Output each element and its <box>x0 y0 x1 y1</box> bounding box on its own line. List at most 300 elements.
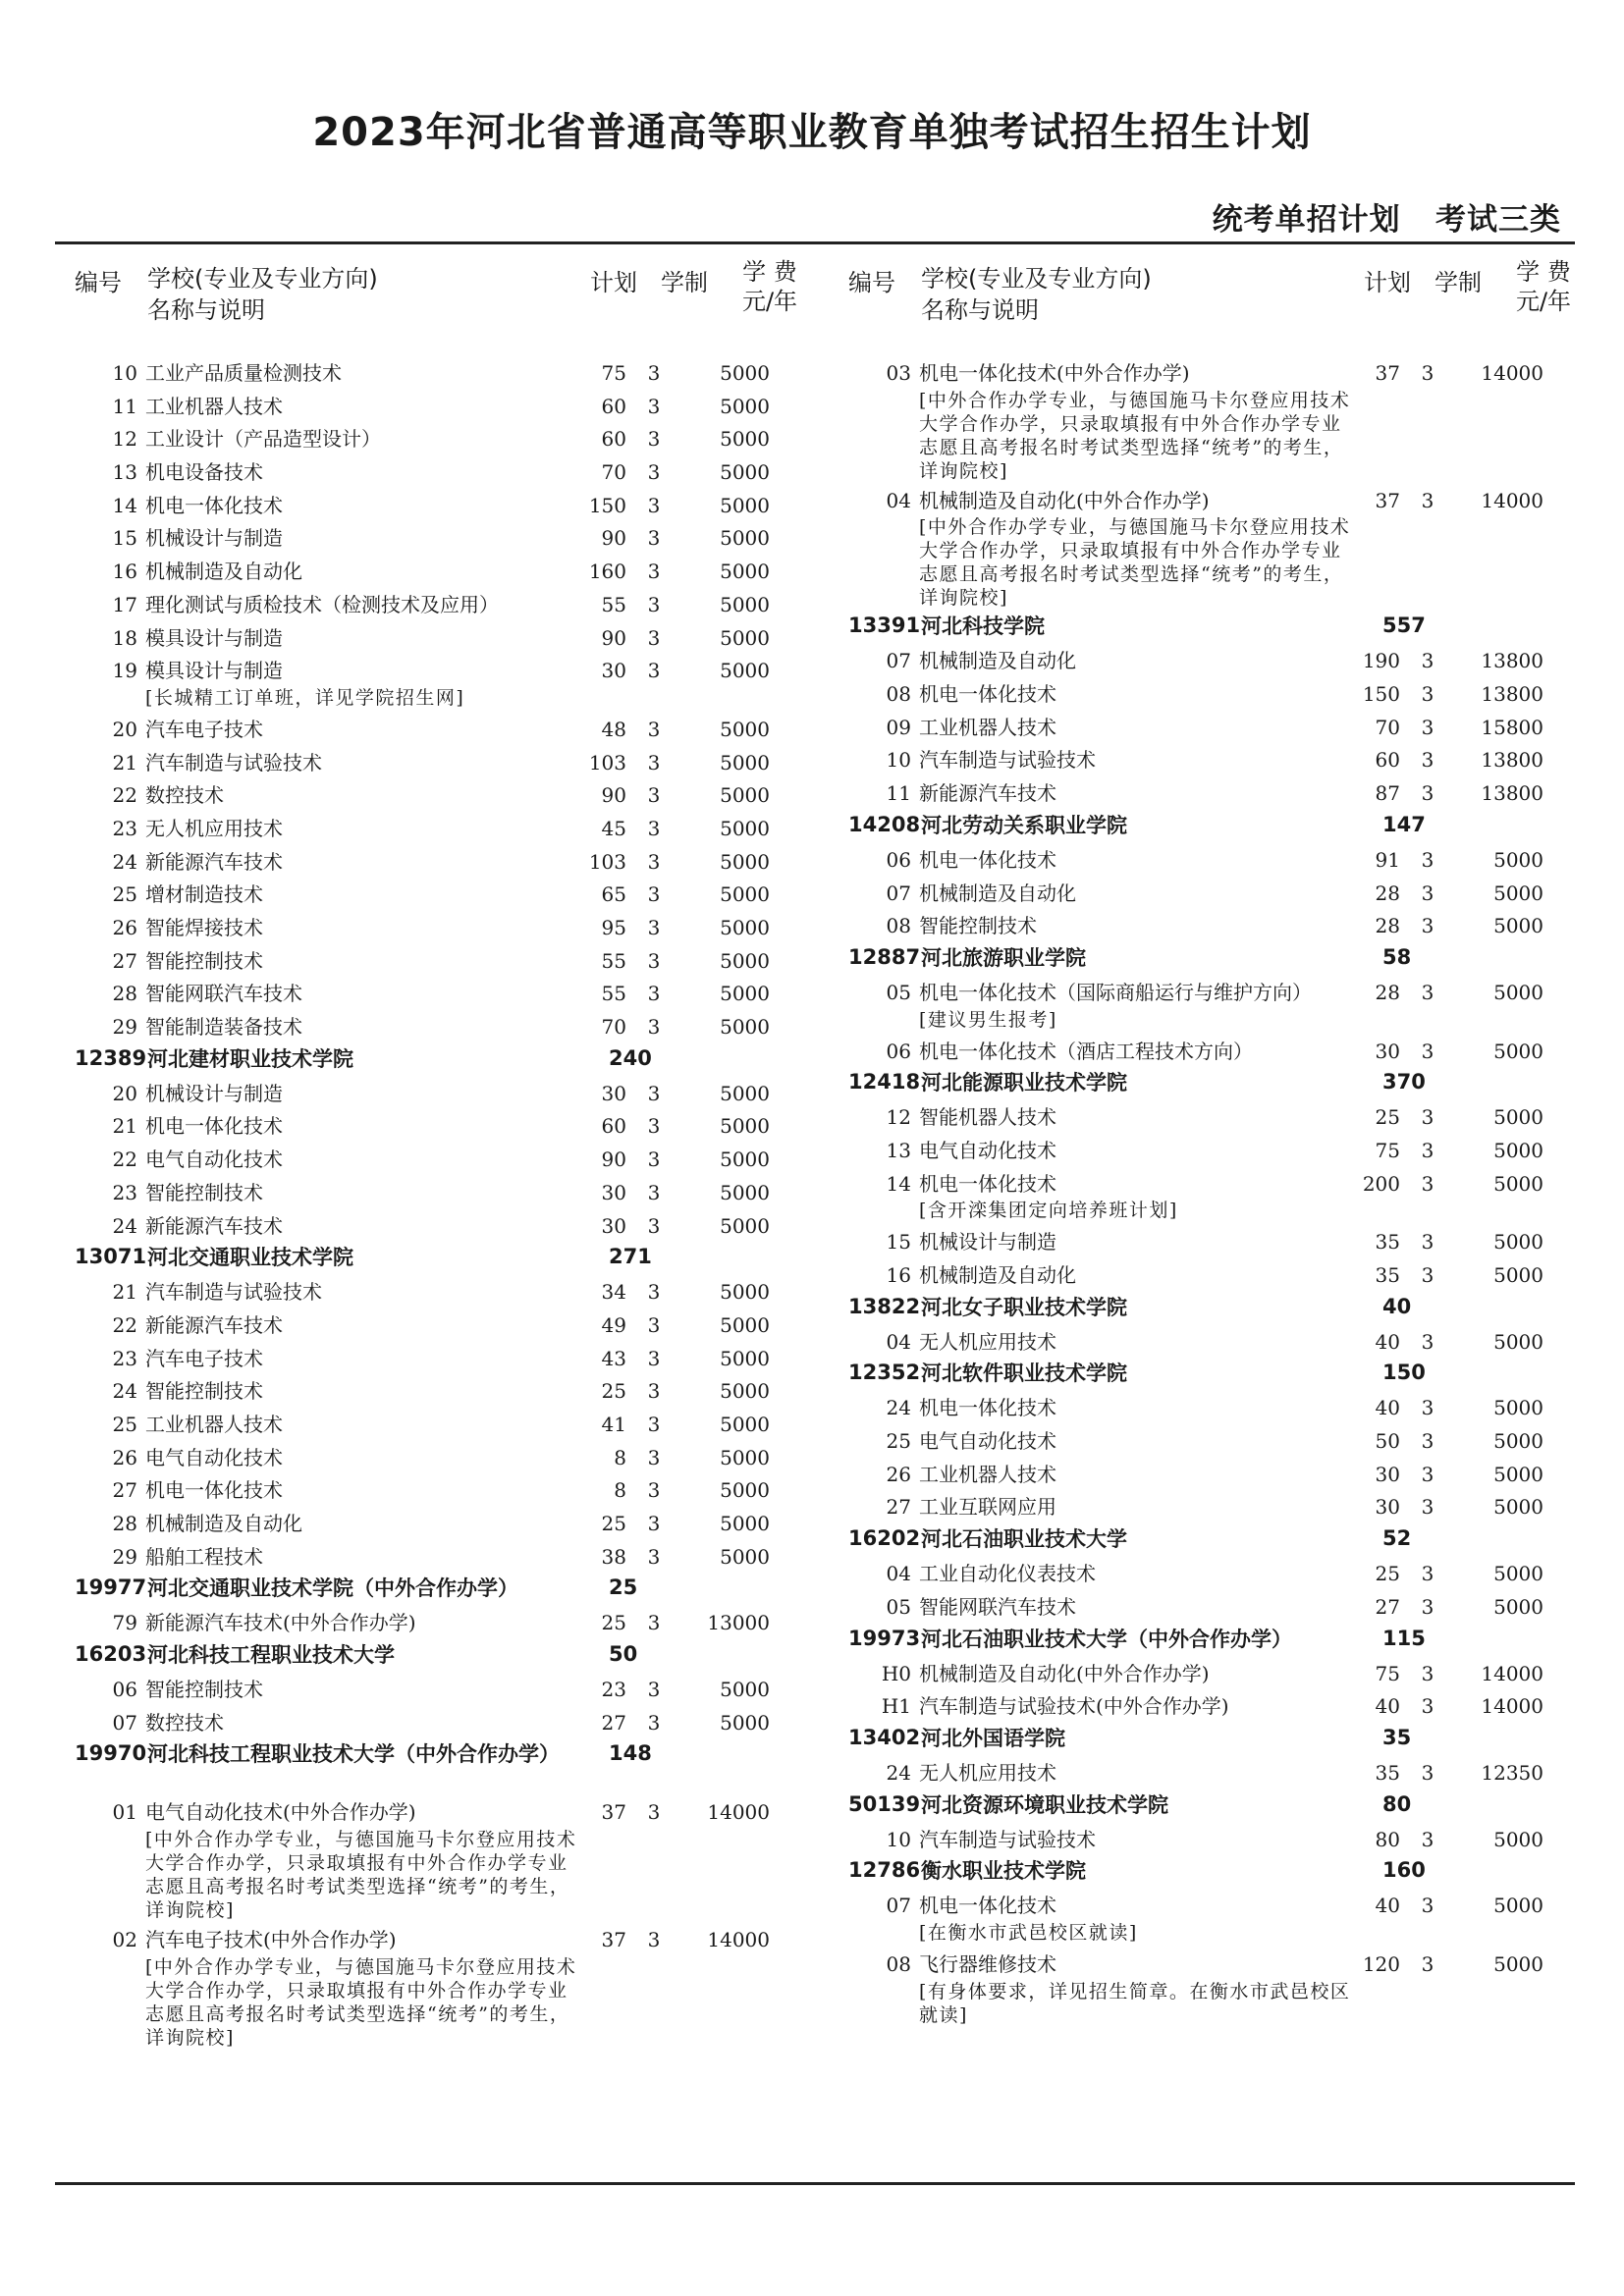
school-code: 12786 <box>848 1858 921 1883</box>
major-name: 机械制造及自动化 <box>919 649 1076 673</box>
major-name: 智能控制技术 <box>145 1180 263 1204</box>
major-name: 机械设计与制造 <box>145 1081 283 1105</box>
major-fee: 5000 <box>720 882 770 907</box>
major-name: 新能源汽车技术 <box>145 1312 283 1337</box>
school-total: 557 <box>1382 614 1426 638</box>
left-rows <box>71 355 823 2050</box>
major-code: 24 <box>886 1760 911 1785</box>
major-years: 3 <box>1421 748 1435 773</box>
major-plan: 35 <box>1375 1230 1400 1255</box>
major-code: 10 <box>886 1827 911 1851</box>
major-fee: 5000 <box>1493 1171 1543 1196</box>
major-years: 3 <box>647 750 661 774</box>
major-fee: 5000 <box>720 659 770 683</box>
school-row <box>71 1241 823 1274</box>
major-fee: 5000 <box>720 361 770 385</box>
major-code: 12 <box>112 427 137 452</box>
major-code: 16 <box>112 560 137 584</box>
header-code: 编号 <box>75 269 122 296</box>
major-code: 04 <box>886 1329 911 1354</box>
major-code: 08 <box>886 914 911 938</box>
page-subtitle: 统考单招计划 考试三类 <box>1212 202 1561 238</box>
major-name: 工业机器人技术 <box>919 715 1056 739</box>
major-row <box>71 1142 823 1175</box>
major-code: 14 <box>112 493 137 517</box>
major-code: H0 <box>881 1661 911 1685</box>
major-years: 3 <box>1421 1429 1435 1454</box>
major-plan: 41 <box>601 1412 626 1436</box>
major-name: 机电一体化技术（酒店工程技术方向） <box>919 1039 1253 1063</box>
major-fee: 5000 <box>720 1081 770 1105</box>
major-row <box>844 1556 1597 1589</box>
major-row <box>71 488 823 521</box>
school-total: 148 <box>609 1741 652 1766</box>
major-years: 3 <box>647 1081 661 1105</box>
major-years: 3 <box>1421 1039 1435 1063</box>
major-row <box>844 1224 1597 1257</box>
major-plan: 30 <box>601 1180 626 1204</box>
major-name: 工业机器人技术 <box>145 1412 283 1436</box>
major-code: 09 <box>886 715 911 739</box>
header-code: 编号 <box>848 269 895 296</box>
major-row <box>844 1324 1597 1358</box>
major-fee: 14000 <box>707 1800 770 1825</box>
major-fee: 5000 <box>1493 1429 1543 1454</box>
major-fee: 14000 <box>1481 1661 1543 1685</box>
major-code: 29 <box>112 1015 137 1040</box>
major-plan: 91 <box>1375 847 1400 872</box>
major-fee: 5000 <box>1493 1105 1543 1130</box>
header-fee-line1: 学 费 <box>742 258 797 286</box>
right-rows <box>844 355 1597 2027</box>
major-code: 25 <box>112 882 137 907</box>
major-plan: 95 <box>601 916 626 939</box>
major-row <box>71 1407 823 1440</box>
major-row <box>844 710 1597 743</box>
major-years: 3 <box>647 1611 661 1635</box>
major-name: 数控技术 <box>145 1710 224 1735</box>
major-fee: 5000 <box>720 493 770 517</box>
major-fee: 5000 <box>720 1710 770 1735</box>
major-row <box>71 712 823 745</box>
major-years: 3 <box>647 460 661 485</box>
major-years: 3 <box>647 361 661 385</box>
major-plan: 75 <box>1375 1138 1400 1162</box>
major-code: 11 <box>886 781 911 806</box>
major-row <box>71 454 823 488</box>
major-plan: 30 <box>601 1213 626 1238</box>
major-years: 3 <box>647 1710 661 1735</box>
page-title: 2023年河北省普通高等职业教育单独考试招生招生计划 <box>312 110 1312 155</box>
major-fee: 5000 <box>720 427 770 452</box>
major-years: 3 <box>1421 682 1435 707</box>
major-plan: 40 <box>1375 1694 1400 1719</box>
major-fee: 5000 <box>720 982 770 1006</box>
major-name: 新能源汽车技术(中外合作办学) <box>145 1611 416 1635</box>
major-code: 23 <box>112 1346 137 1370</box>
school-code: 19970 <box>75 1741 147 1766</box>
school-row <box>71 1042 823 1076</box>
major-plan: 103 <box>588 849 626 874</box>
major-fee: 5000 <box>720 1512 770 1535</box>
major-fee: 13000 <box>707 1611 770 1635</box>
major-plan: 70 <box>601 1015 626 1040</box>
major-name: 机电一体化技术 <box>919 682 1056 707</box>
major-row <box>71 1922 823 1955</box>
major-fee: 5000 <box>720 1346 770 1370</box>
major-plan: 25 <box>601 1611 626 1635</box>
major-row <box>844 643 1597 676</box>
major-plan: 30 <box>1375 1039 1400 1063</box>
major-years: 3 <box>647 849 661 874</box>
school-name: 河北旅游职业学院 <box>921 945 1086 970</box>
major-years: 3 <box>647 394 661 418</box>
school-row <box>844 1522 1597 1556</box>
major-code: 16 <box>886 1263 911 1287</box>
major-plan: 190 <box>1362 649 1400 673</box>
major-row <box>71 1605 823 1638</box>
major-years: 3 <box>1421 1329 1435 1354</box>
major-fee: 5000 <box>720 717 770 741</box>
major-code: 29 <box>112 1544 137 1569</box>
school-code: 12389 <box>75 1045 147 1070</box>
major-name: 智能控制技术 <box>145 948 263 973</box>
school-row <box>844 1357 1597 1390</box>
major-name: 新能源汽车技术 <box>919 781 1056 806</box>
school-code: 14208 <box>848 812 921 836</box>
major-years: 3 <box>647 625 661 650</box>
major-plan: 25 <box>601 1379 626 1404</box>
major-plan: 90 <box>601 526 626 551</box>
school-name: 河北资源环境职业技术学院 <box>921 1792 1168 1817</box>
header-years: 学制 <box>1435 269 1482 296</box>
major-code: 07 <box>886 881 911 905</box>
school-row <box>844 1854 1597 1888</box>
major-note: [中外合作办学专业，与德国施马卡尔登应用技术大学合作办学，只录取填报有中外合作办学专业志愿且高考报名时考试类型选择“统考”的考生，详询院校] <box>919 389 1351 482</box>
major-years: 3 <box>647 1180 661 1204</box>
top-divider <box>55 241 1575 244</box>
major-name: 工业设计（产品造型设计） <box>145 427 381 452</box>
major-code: 05 <box>886 980 911 1004</box>
major-plan: 75 <box>1375 1661 1400 1685</box>
major-years: 3 <box>1421 881 1435 905</box>
major-row <box>71 1208 823 1242</box>
major-name: 电气自动化技术(中外合作办学) <box>145 1800 416 1825</box>
major-fee: 5000 <box>1493 1329 1543 1354</box>
major-years: 3 <box>647 882 661 907</box>
school-total: 35 <box>1382 1725 1412 1749</box>
major-years: 3 <box>647 1148 661 1172</box>
school-total: 271 <box>609 1245 652 1269</box>
major-plan: 25 <box>1375 1105 1400 1130</box>
major-code: 19 <box>112 659 137 683</box>
major-fee: 5000 <box>1493 1827 1543 1851</box>
major-name: 智能网联汽车技术 <box>145 982 302 1006</box>
major-name: 机械制造及自动化 <box>145 1512 302 1535</box>
school-row <box>71 1638 823 1672</box>
major-row <box>844 1423 1597 1457</box>
major-name: 汽车制造与试验技术 <box>919 1827 1096 1851</box>
major-fee: 5000 <box>1493 1396 1543 1420</box>
major-name: 智能控制技术 <box>919 914 1037 938</box>
major-code: 14 <box>886 1171 911 1196</box>
major-plan: 37 <box>1375 488 1400 512</box>
header-plan: 计划 <box>1364 269 1411 296</box>
major-name: 工业机器人技术 <box>145 394 283 418</box>
major-plan: 35 <box>1375 1760 1400 1785</box>
major-row <box>844 908 1597 941</box>
major-plan: 25 <box>601 1512 626 1535</box>
school-total: 370 <box>1382 1070 1426 1095</box>
column-header <box>844 257 1597 355</box>
school-name: 河北外国语学院 <box>921 1726 1065 1750</box>
major-plan: 45 <box>601 816 626 840</box>
major-plan: 27 <box>1375 1594 1400 1619</box>
major-code: 08 <box>886 682 911 707</box>
major-row <box>71 1440 823 1473</box>
major-plan: 80 <box>1375 1827 1400 1851</box>
major-code: 27 <box>112 1478 137 1503</box>
major-years: 3 <box>1421 1105 1435 1130</box>
major-code: 79 <box>112 1611 137 1635</box>
major-name: 无人机应用技术 <box>145 816 283 840</box>
major-row <box>71 1705 823 1738</box>
major-code: 06 <box>886 1039 911 1063</box>
major-name: 新能源汽车技术 <box>145 1213 283 1238</box>
major-fee: 14000 <box>1481 488 1543 512</box>
school-row <box>844 1623 1597 1656</box>
major-code: 07 <box>112 1710 137 1735</box>
major-row <box>844 1166 1597 1200</box>
school-name: 河北能源职业技术学院 <box>921 1071 1127 1095</box>
major-years: 3 <box>1421 1894 1435 1918</box>
major-row <box>71 1175 823 1208</box>
major-row <box>71 389 823 422</box>
major-years: 3 <box>1421 1230 1435 1255</box>
major-fee: 5000 <box>720 750 770 774</box>
major-fee: 5000 <box>1493 1230 1543 1255</box>
school-total: 115 <box>1382 1626 1426 1650</box>
right-column <box>844 257 1597 2027</box>
major-code: 22 <box>112 1312 137 1337</box>
major-code: 21 <box>112 1280 137 1305</box>
school-total: 25 <box>609 1575 638 1600</box>
major-row <box>71 421 823 454</box>
major-name: 汽车电子技术(中外合作办学) <box>145 1928 397 1952</box>
major-name: 智能机器人技术 <box>919 1105 1056 1130</box>
major-fee: 5000 <box>720 1412 770 1436</box>
major-row <box>844 1947 1597 1980</box>
major-row <box>71 1539 823 1573</box>
major-fee: 5000 <box>1493 1562 1543 1586</box>
major-plan: 30 <box>1375 1495 1400 1520</box>
major-row <box>71 745 823 778</box>
major-fee: 5000 <box>720 916 770 939</box>
major-code: 13 <box>886 1138 911 1162</box>
major-code: H1 <box>881 1694 911 1719</box>
major-code: 03 <box>886 361 911 385</box>
major-code: 04 <box>886 488 911 512</box>
major-row <box>71 1009 823 1042</box>
major-name: 汽车电子技术 <box>145 717 263 741</box>
major-years: 3 <box>647 717 661 741</box>
major-code: 24 <box>112 1213 137 1238</box>
major-years: 3 <box>647 1114 661 1139</box>
major-plan: 55 <box>601 948 626 973</box>
major-fee: 5000 <box>720 1148 770 1172</box>
major-fee: 5000 <box>720 526 770 551</box>
major-fee: 5000 <box>720 948 770 973</box>
header-name-line2: 名称与说明 <box>147 296 265 324</box>
major-row <box>844 676 1597 710</box>
school-code: 13071 <box>75 1245 147 1269</box>
school-total: 40 <box>1382 1294 1412 1318</box>
major-plan: 90 <box>601 783 626 808</box>
school-total: 150 <box>1382 1361 1426 1385</box>
major-code: 06 <box>112 1678 137 1702</box>
major-years: 3 <box>1421 980 1435 1004</box>
school-total: 240 <box>609 1045 652 1070</box>
major-years: 3 <box>647 948 661 973</box>
major-years: 3 <box>647 783 661 808</box>
major-plan: 8 <box>614 1445 626 1469</box>
school-code: 12418 <box>848 1070 921 1095</box>
major-code: 06 <box>886 847 911 872</box>
major-name: 机电一体化技术(中外合作办学) <box>919 361 1190 385</box>
major-code: 08 <box>886 1951 911 1976</box>
major-plan: 70 <box>601 460 626 485</box>
header-name <box>921 263 1152 326</box>
major-plan: 49 <box>601 1312 626 1337</box>
major-code: 22 <box>112 1148 137 1172</box>
major-years: 3 <box>1421 914 1435 938</box>
major-years: 3 <box>1421 1396 1435 1420</box>
major-note: [中外合作办学专业，与德国施马卡尔登应用技术大学合作办学，只录取填报有中外合作办学专业志愿且高考报名时考试类型选择“统考”的考生，详询院校] <box>919 516 1351 610</box>
major-name: 机械设计与制造 <box>145 526 283 551</box>
school-code: 50139 <box>848 1791 921 1816</box>
major-plan: 37 <box>1375 361 1400 385</box>
major-plan: 200 <box>1362 1171 1400 1196</box>
major-code: 23 <box>112 816 137 840</box>
major-plan: 60 <box>601 427 626 452</box>
major-fee: 5000 <box>1493 1263 1543 1287</box>
school-row <box>844 1722 1597 1755</box>
major-note: [长城精工订单班，详见学院招生网] <box>145 686 465 709</box>
major-fee: 5000 <box>720 1015 770 1040</box>
major-row <box>71 554 823 587</box>
major-years: 3 <box>1421 1827 1435 1851</box>
major-name: 增材制造技术 <box>145 882 263 907</box>
major-fee: 5000 <box>720 1114 770 1139</box>
major-name: 电气自动化技术 <box>145 1445 283 1469</box>
header-name-line2: 名称与说明 <box>921 296 1039 324</box>
major-name: 模具设计与制造 <box>145 625 283 650</box>
major-name: 汽车制造与试验技术 <box>919 748 1096 773</box>
major-years: 3 <box>1421 1694 1435 1719</box>
school-name: 河北科技工程职业技术大学（中外合作办学） <box>147 1742 560 1767</box>
major-years: 3 <box>1421 1562 1435 1586</box>
major-fee: 13800 <box>1481 781 1543 806</box>
major-row <box>844 1390 1597 1423</box>
major-code: 25 <box>886 1429 911 1454</box>
major-row <box>844 1257 1597 1291</box>
major-code: 27 <box>112 948 137 973</box>
major-fee: 5000 <box>720 1478 770 1503</box>
major-years: 3 <box>647 982 661 1006</box>
major-fee: 5000 <box>720 460 770 485</box>
major-fee: 5000 <box>1493 1951 1543 1976</box>
major-note: [建议男生报考] <box>919 1008 1057 1031</box>
major-row <box>71 620 823 654</box>
major-row <box>844 1589 1597 1623</box>
major-plan: 40 <box>1375 1329 1400 1354</box>
major-fee: 5000 <box>720 394 770 418</box>
major-name: 工业产品质量检测技术 <box>145 361 342 385</box>
major-row <box>71 910 823 943</box>
school-code: 16202 <box>848 1526 921 1551</box>
major-years: 3 <box>647 1445 661 1469</box>
major-row <box>844 1822 1597 1855</box>
school-name: 河北建材职业技术学院 <box>147 1046 353 1071</box>
major-years: 3 <box>1421 1495 1435 1520</box>
major-years: 3 <box>647 1512 661 1535</box>
major-row <box>844 742 1597 775</box>
major-name: 汽车电子技术 <box>145 1346 263 1370</box>
major-fee: 5000 <box>720 816 770 840</box>
major-row <box>844 842 1597 876</box>
major-row <box>71 520 823 554</box>
major-code: 15 <box>112 526 137 551</box>
major-fee: 14000 <box>707 1928 770 1952</box>
major-years: 3 <box>647 1280 661 1305</box>
major-years: 3 <box>1421 1171 1435 1196</box>
major-fee: 5000 <box>720 560 770 584</box>
major-code: 28 <box>112 1512 137 1535</box>
major-name: 汽车制造与试验技术 <box>145 750 322 774</box>
major-code: 05 <box>886 1594 911 1619</box>
school-row <box>844 1066 1597 1099</box>
major-plan: 120 <box>1362 1951 1400 1976</box>
major-row <box>844 1099 1597 1133</box>
major-plan: 65 <box>601 882 626 907</box>
major-years: 3 <box>647 816 661 840</box>
major-fee: 5000 <box>720 1213 770 1238</box>
school-row <box>71 1737 823 1794</box>
major-years: 3 <box>647 1312 661 1337</box>
major-years: 3 <box>1421 1138 1435 1162</box>
major-code: 27 <box>886 1495 911 1520</box>
major-plan: 28 <box>1375 881 1400 905</box>
major-fee: 5000 <box>1493 847 1543 872</box>
major-name: 机电一体化技术 <box>919 1894 1056 1918</box>
major-code: 26 <box>112 1445 137 1469</box>
major-code: 26 <box>112 916 137 939</box>
major-years: 3 <box>1421 715 1435 739</box>
school-code: 13391 <box>848 614 921 638</box>
school-name: 河北石油职业技术大学 <box>921 1527 1127 1552</box>
major-plan: 43 <box>601 1346 626 1370</box>
major-row <box>71 1274 823 1308</box>
school-row <box>844 809 1597 842</box>
major-years: 3 <box>647 1478 661 1503</box>
major-row <box>844 1133 1597 1166</box>
major-name: 机械制造及自动化(中外合作办学) <box>919 488 1210 512</box>
major-plan: 30 <box>1375 1462 1400 1486</box>
major-years: 3 <box>1421 781 1435 806</box>
major-years: 3 <box>647 427 661 452</box>
major-plan: 30 <box>601 1081 626 1105</box>
major-fee: 5000 <box>720 625 770 650</box>
